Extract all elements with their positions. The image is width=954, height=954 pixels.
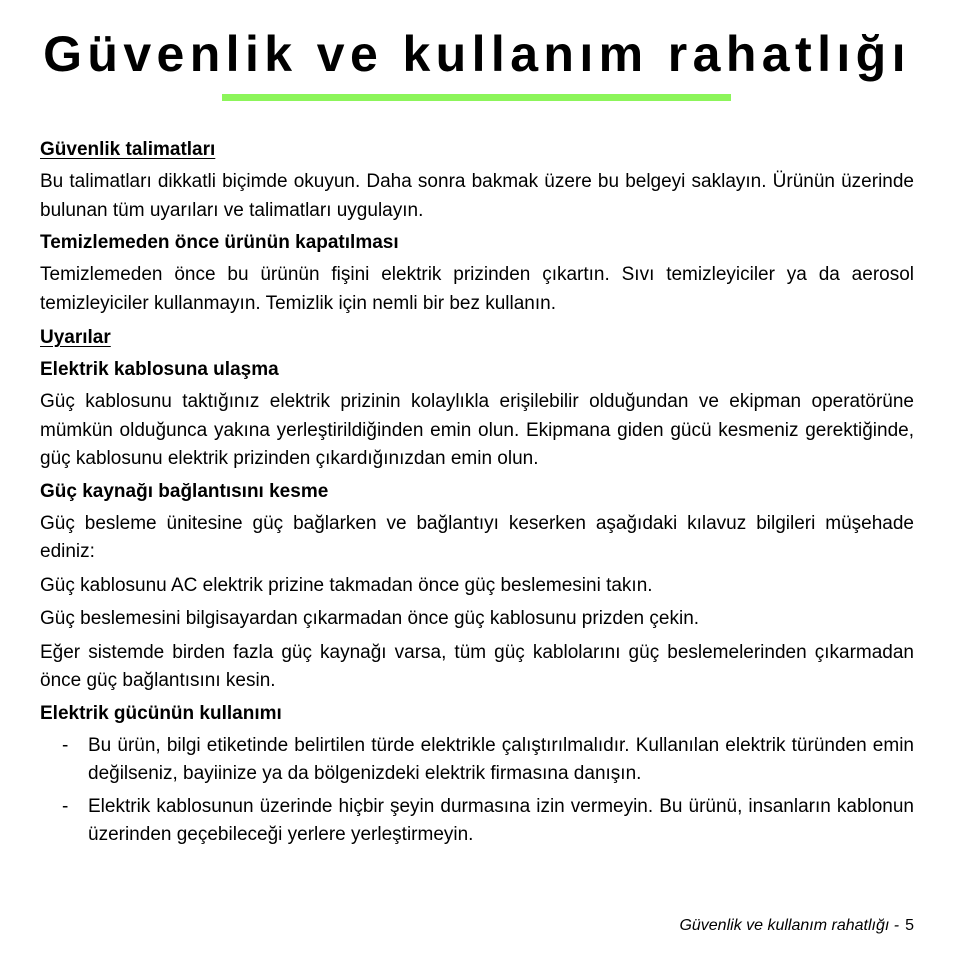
- paragraph-disconnect-3: Güç beslemesini bilgisayardan çıkarmadan önce güç kablosunu prizden çekin.: [40, 608, 700, 629]
- paragraph-disconnect-1: Güç besleme ünitesine güç bağlarken ve bağlantıyı keserken aşağıdaki kılavuz bilgileri müşehade ediniz:: [40, 512, 914, 562]
- dash-bullet: -: [62, 734, 69, 756]
- list-item: [40, 793, 914, 850]
- page-footer: [679, 916, 914, 936]
- title-underline-rule: [222, 94, 731, 101]
- list-item-text: Elektrik kablosunun üzerinde hiçbir şeyin durmasına izin vermeyin. Bu ürünü, insanların kablonun üzerinden geçebileceği yerlere yerleştirmeyin.: [88, 795, 914, 845]
- list-item: [40, 732, 914, 789]
- document-body: [40, 136, 914, 850]
- paragraph-safety: Bu talimatları dikkatli biçimde okuyun. Daha sonra bakmak üzere bu belgeyi saklayın. Ürünün üzerinde bulunan tüm uyarıları ve talimatları uygulayın.: [40, 171, 914, 221]
- section-heading-disconnect: Güç kaynağı bağlantısını kesme: [40, 480, 329, 502]
- dash-bullet: -: [62, 795, 69, 817]
- list-item-text: Bu ürün, bilgi etiketinde belirtilen türde elektrikle çalıştırılmalıdır. Kullanılan elektrik türünden emin değilseniz, bayiinize ya da bölgenizdeki elektrik firmasına danışın.: [88, 734, 914, 784]
- footer-text: Güvenlik ve kullanım rahatlığı -: [679, 917, 900, 934]
- section-heading-cleaning: Temizlemeden önce ürünün kapatılması: [40, 232, 399, 253]
- paragraph-disconnect-4: Eğer sistemde birden fazla güç kaynağı varsa, tüm güç kablolarını güç beslemelerinden çıkarmadan önce güç bağlantısını kesin.: [40, 641, 914, 691]
- section-heading-cord: Elektrik kablosuna ulaşma: [40, 359, 279, 380]
- paragraph-cord: Güç kablosunu taktığınız elektrik prizinin kolaylıkla erişilebilir olduğundan ve ekipman operatörüne mümkün olduğunca yakına yerleştirildiğinden emin olun. Ekipmana giden gücü kesmeniz gerektiğinde, güç kablosunu elektrik prizinden çıkardığınızdan emin olun.: [40, 391, 914, 469]
- page-title: Güvenlik ve kullanım rahatlığı: [43, 26, 911, 82]
- usage-list: [40, 732, 914, 850]
- page-number: 5: [905, 917, 914, 934]
- section-heading-warnings: Uyarılar: [40, 327, 111, 348]
- section-heading-usage: Elektrik gücünün kullanımı: [40, 702, 282, 724]
- section-heading-safety: Güvenlik talimatları: [40, 139, 216, 160]
- paragraph-disconnect-2: Güç kablosunu AC elektrik prizine takmadan önce güç beslemesini takın.: [40, 574, 653, 596]
- paragraph-cleaning: Temizlemeden önce bu ürünün fişini elektrik prizinden çıkartın. Sıvı temizleyiciler ya da aerosol temizleyiciler kullanmayın. Temizlik için nemli bir bez kullanın.: [40, 264, 914, 314]
